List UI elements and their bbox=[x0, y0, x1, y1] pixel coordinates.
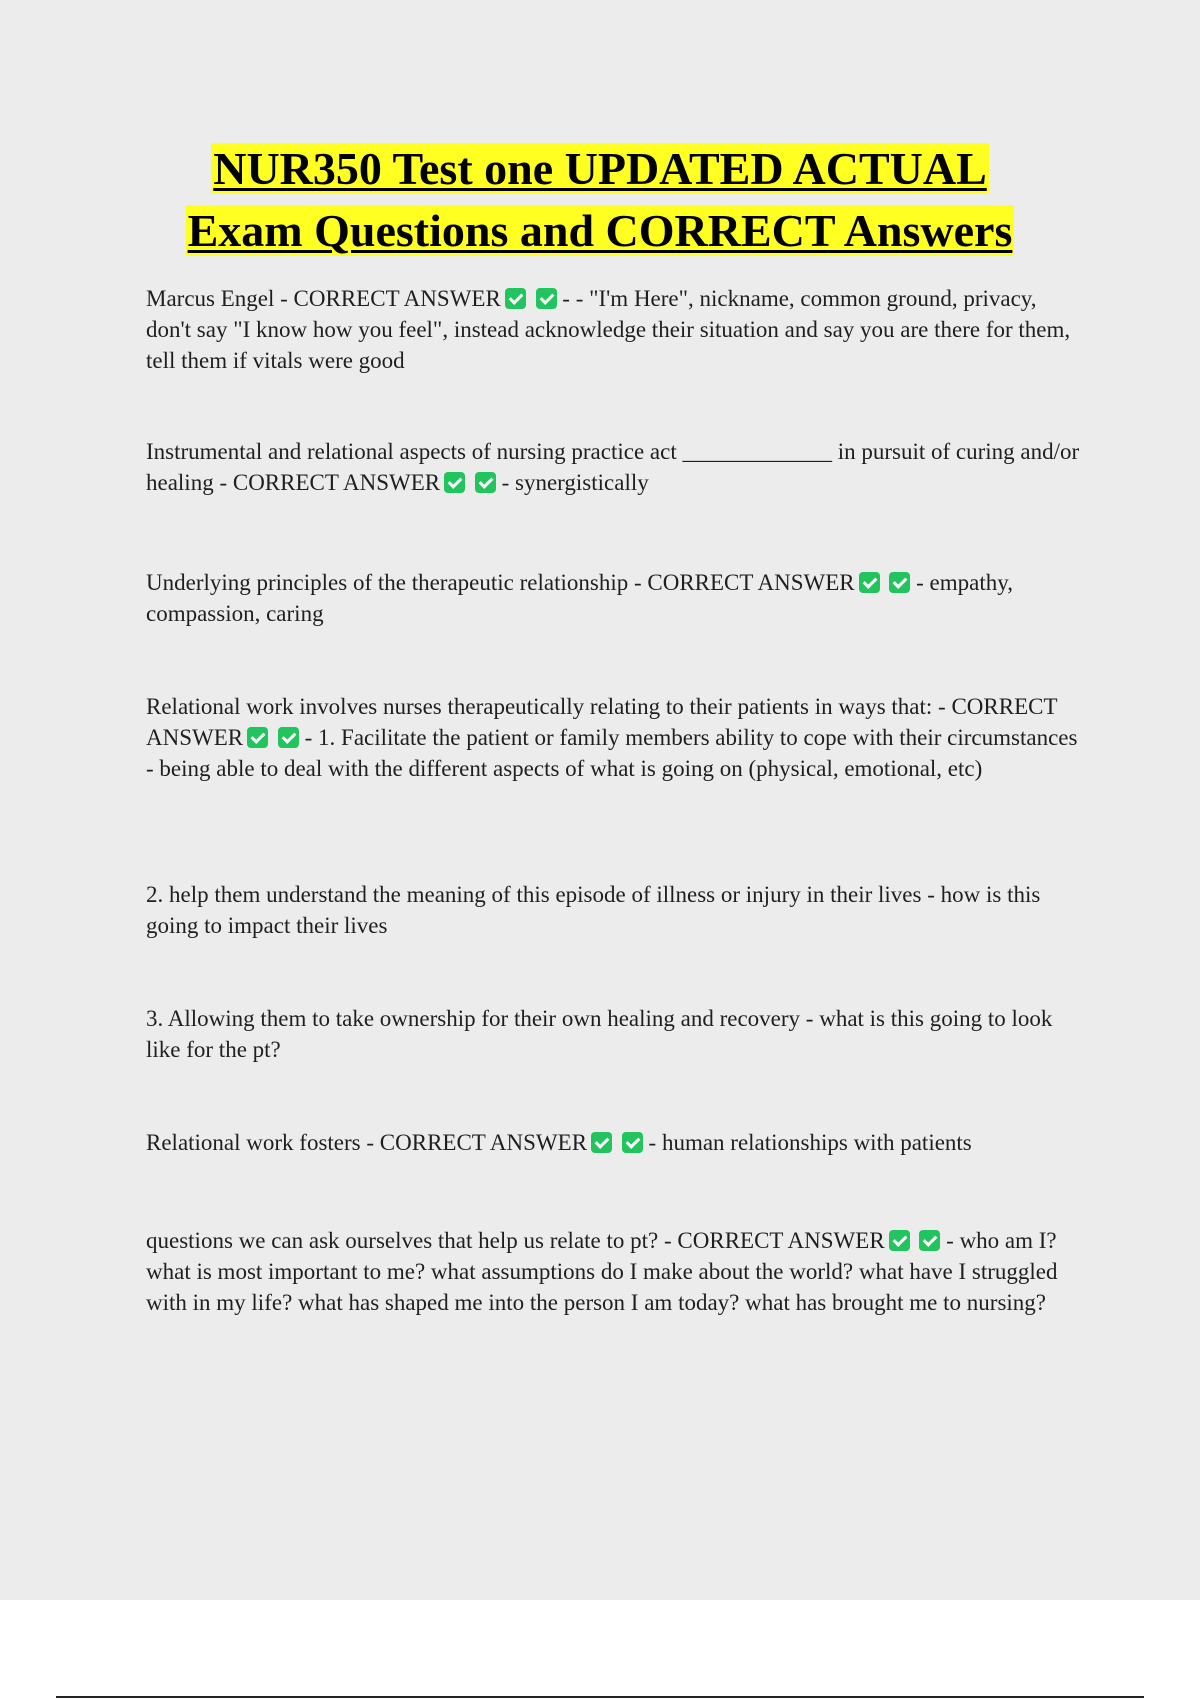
answer-text: - 1. Facilitate the patient or family members ability to cope with their circumstances - being able to deal with the different aspects of what is going on (physical, emotional, etc) bbox=[146, 725, 1078, 781]
qa-continuation-2: 2. help them understand the meaning of this episode of illness or injury in their lives - how is this going to impact their lives bbox=[146, 882, 1041, 938]
answer-text: - empathy, compassion, caring bbox=[146, 570, 1013, 626]
answer-text: - human relationships with patients bbox=[648, 1130, 972, 1155]
question-text: Underlying principles of the therapeutic relationship - bbox=[146, 570, 648, 595]
correct-answer-label: CORRECT ANSWER bbox=[293, 286, 501, 311]
question-text: Instrumental and relational aspects of nursing practice act _____________ in pursuit of curing and/or healing - bbox=[146, 439, 1080, 495]
check-mark-icon bbox=[247, 727, 268, 748]
document-title bbox=[0, 138, 1200, 262]
check-mark-icon bbox=[505, 288, 526, 309]
page-divider bbox=[56, 1696, 1144, 1698]
qa-item-relational-work-ways bbox=[146, 691, 1086, 784]
answer-text: - who am I? what is most important to me? what assumptions do I make about the world? what have I struggled with in my life? what has shaped me into the person I am today? what has brought me to nursing? bbox=[146, 1228, 1058, 1315]
qa-item-underlying-principles bbox=[146, 567, 1086, 629]
correct-answer-label: CORRECT ANSWER bbox=[647, 570, 855, 595]
check-mark-icon bbox=[278, 727, 299, 748]
question-text: Marcus Engel - bbox=[146, 286, 294, 311]
question-text: questions we can ask ourselves that help us relate to pt? - bbox=[146, 1228, 678, 1253]
qa-item-self-questions bbox=[146, 1225, 1086, 1318]
title-line-2: Exam Questions and CORRECT Answers bbox=[187, 205, 1013, 256]
qa-item-relational-work-fosters bbox=[146, 1127, 1086, 1158]
qa-item-instrumental-relational bbox=[146, 436, 1086, 498]
correct-answer-label: CORRECT ANSWER bbox=[379, 1130, 588, 1155]
question-text: Relational work involves nurses therapeutically relating to their patients in ways that: - bbox=[146, 694, 952, 719]
check-mark-icon bbox=[859, 572, 880, 593]
title-line-1: NUR350 Test one UPDATED ACTUAL bbox=[213, 143, 987, 194]
correct-answer-label: CORRECT ANSWER bbox=[232, 470, 441, 495]
check-mark-icon bbox=[536, 288, 557, 309]
qa-item-marcus-engel bbox=[146, 283, 1086, 376]
correct-answer-label: CORRECT ANSWER bbox=[146, 694, 1058, 750]
check-mark-icon bbox=[889, 1230, 910, 1251]
correct-answer-label: CORRECT ANSWER bbox=[677, 1228, 885, 1253]
check-mark-icon bbox=[475, 472, 496, 493]
check-mark-icon bbox=[444, 472, 465, 493]
check-mark-icon bbox=[889, 572, 910, 593]
answer-text: - synergistically bbox=[501, 470, 649, 495]
answer-text: - - "I'm Here", nickname, common ground, privacy, don't say "I know how you feel", instead acknowledge their situation and say you are there for them, tell them if vitals were good bbox=[146, 286, 1071, 373]
question-text: Relational work fosters - bbox=[146, 1130, 380, 1155]
check-mark-icon bbox=[622, 1132, 643, 1153]
check-mark-icon bbox=[919, 1230, 940, 1251]
qa-continuation-3: 3. Allowing them to take ownership for their own healing and recovery - what is this going to look like for the pt? bbox=[146, 1006, 1053, 1062]
check-mark-icon bbox=[591, 1132, 612, 1153]
